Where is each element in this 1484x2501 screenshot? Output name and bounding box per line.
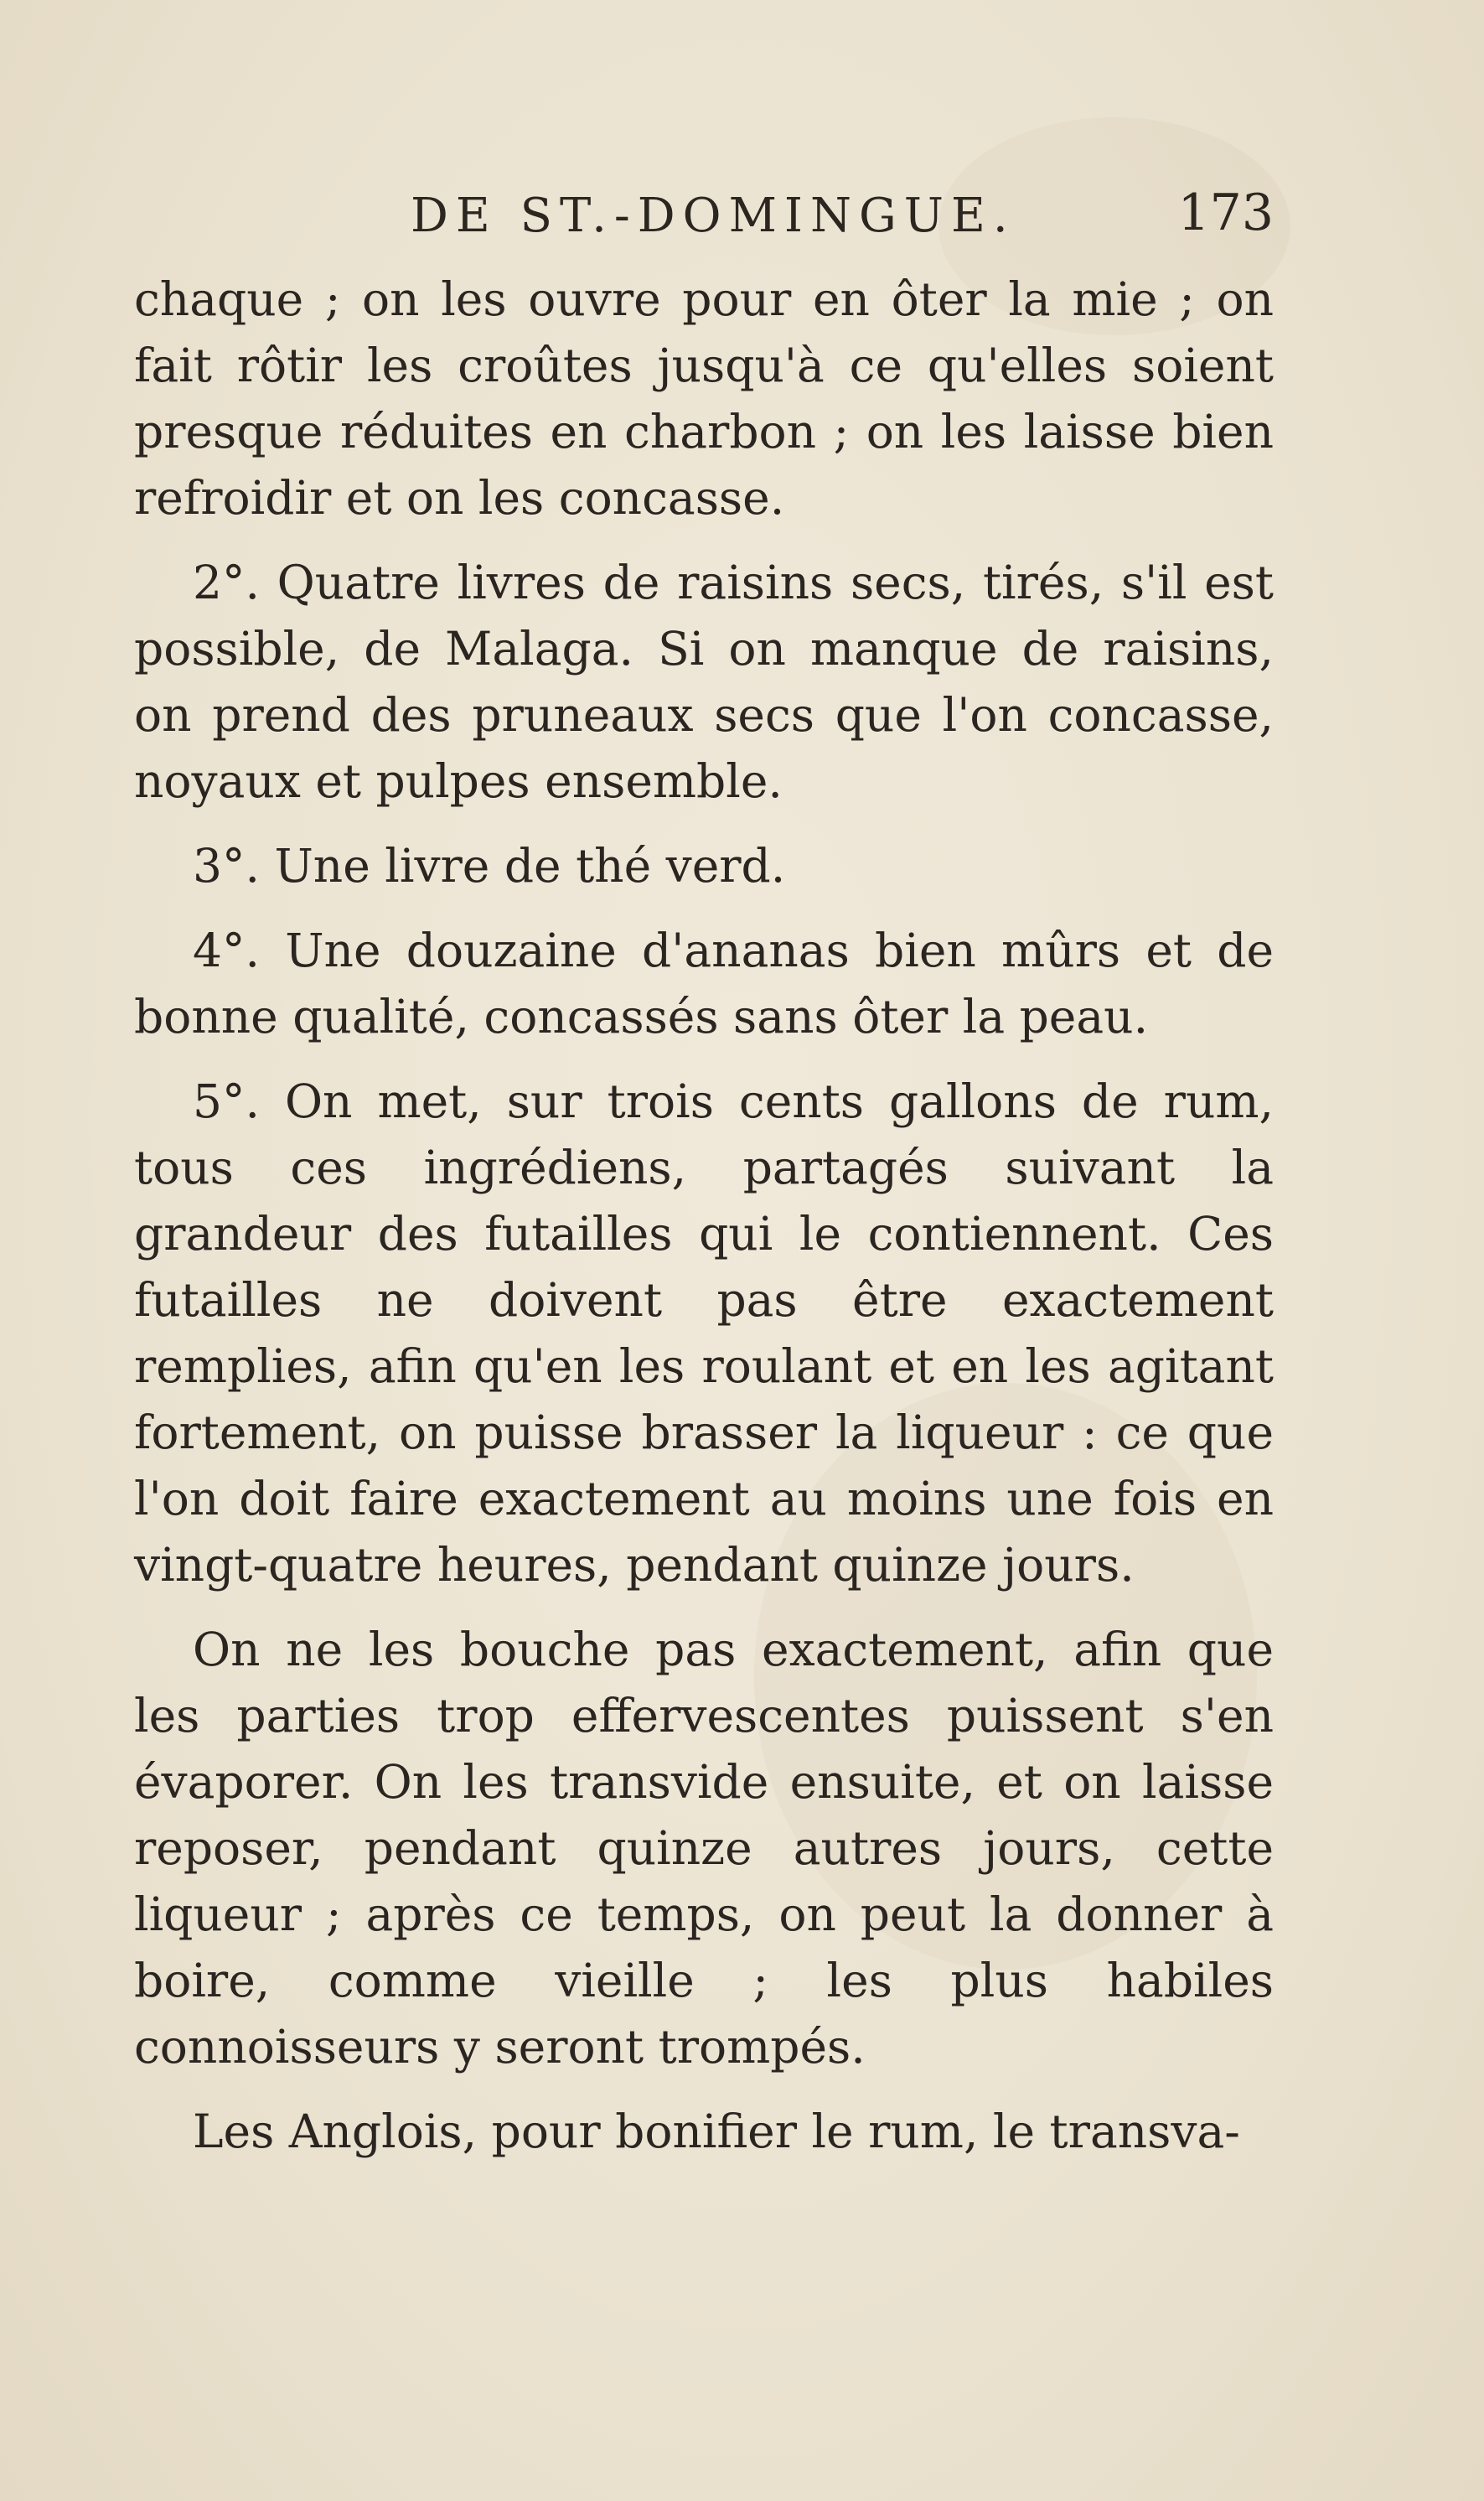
paragraph: 2°. Quatre livres de raisins secs, tirés, s'il est possible, de Malaga. Si on manque de raisins, on prend des pruneaux secs que l'on concasse, noyaux et pulpes ensemble. (134, 556, 1274, 808)
running-head: DE ST.-DOMINGUE. (411, 189, 1016, 243)
paragraph: 3°. Une livre de thé verd. (193, 839, 786, 893)
paragraph: On ne les bouche pas exactement, afin que les parties trop effervescentes puissent s'en évaporer. On les transvide ensuite, et on laisse reposer, pendant quinze autres jours, cette liqueur ; après ce temps, on peut la donner à boire, comme vieille ; les plus habiles connoisseurs y seront trompés. (134, 1623, 1274, 2074)
paragraph: 5°. On met, sur trois cents gallons de rum, tous ces ingrédiens, partagés suivant la grandeur des futailles qui le contiennent. Ces futailles ne doivent pas être exactement remplies, afin qu'en les roulant et en les agitant fortement, on puisse brasser la liqueur : ce que l'on doit faire exactement au moins une fois en vingt-quatre heures, pendant quinze jours. (134, 1074, 1274, 1592)
paragraph: Les Anglois, pour bonifier le rum, le transva- (193, 2105, 1240, 2158)
paragraph: chaque ; on les ouvre pour en ôter la mie ; on fait rôtir les croûtes jusqu'à ce qu'elles soient presque réduites en charbon ; on les laisse bien refroidir et on les concasse. (134, 272, 1274, 525)
page-header (134, 184, 1274, 256)
body-text (134, 267, 1274, 2165)
page-number: 173 (1177, 184, 1274, 242)
paragraph: 4°. Une douzaine d'ananas bien mûrs et de bonne qualité, concassés sans ôter la peau. (134, 924, 1274, 1043)
